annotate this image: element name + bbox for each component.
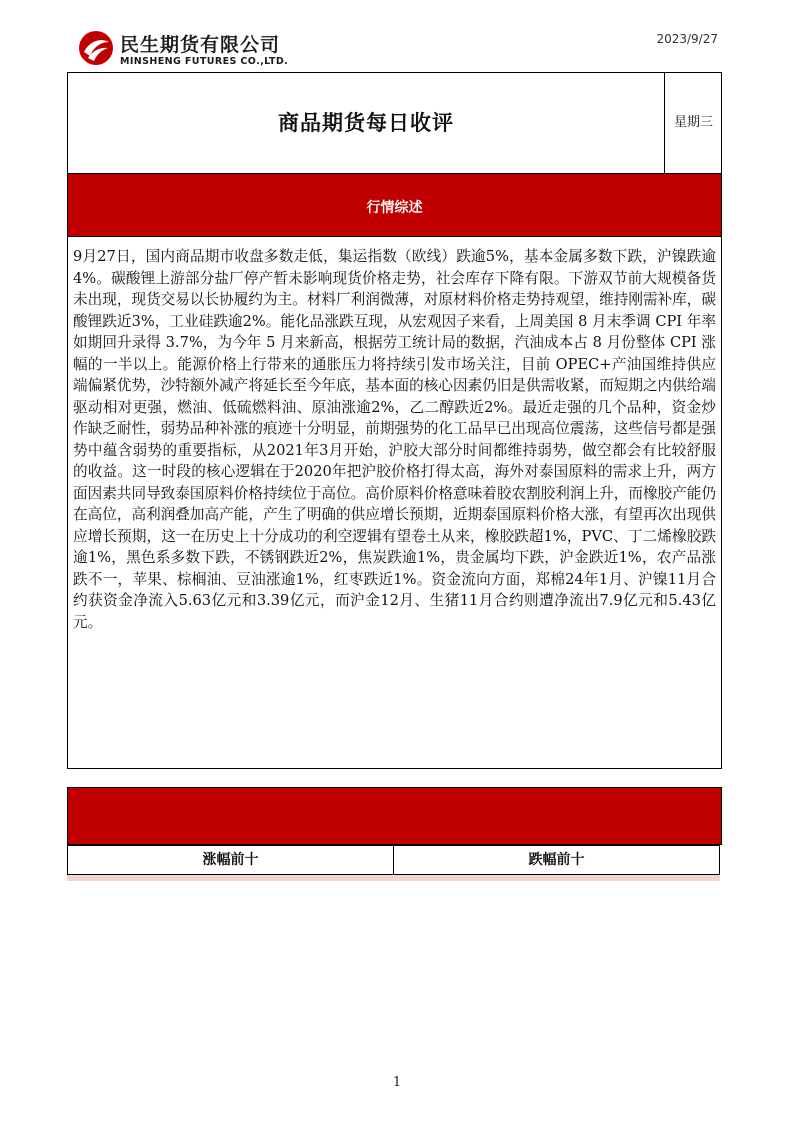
top-gainers-header: 涨幅前十: [202, 852, 259, 868]
report-frame: [67, 72, 722, 769]
page-header: [0, 0, 794, 75]
ranking-header-row: [67, 845, 720, 875]
title-row: [68, 73, 721, 174]
company-name-cn: 民生期货有限公司: [120, 34, 281, 56]
company-name-en: MINSHENG FUTURES CO.,LTD.: [120, 56, 289, 67]
section-header-blank: [67, 787, 722, 845]
report-date: 2023/9/27: [656, 32, 718, 46]
top-losers-header: 跌幅前十: [393, 846, 719, 874]
truncated-table-row: [67, 875, 720, 881]
market-summary-text: 9月27日，国内商品期市收盘多数走低，集运指数（欧线）跌逾5%，基本金属多数下跌，沪镍跌逾4%。碳酸锂上游部分盐厂停产暂未影响现货价格走势，社会库存下降有限。下游双节前大规模备货未出现，现货交易以长协履约为主。材料厂利润微薄，对原材料价格走势持观望，维持刚需补库，碳酸锂跌近3%，工业硅跌逾2%。能化品涨跌互现，从宏观因子来看，上周美国 8 月末季调 CPI 年率如期回升录得 3.7%，为今年 5 月来新高，根据劳工统计局的数据，汽油成本占 8 月份整体 CPI 涨幅的一半以上。能源价格上行带来的通胀压力将持续引发市场关注，目前 OPEC+产油国维持供应端偏紧优势，沙特额外减产将延长至今年底，基本面的核心因素仍旧是供需收紧，而短期之内供给端驱动相对更强，燃油、低硫燃料油、原油涨逾2%，乙二醇跌近2%。最近走强的几个品种，资金炒作缺乏耐性，弱势品种补涨的痕迹十分明显，前期强势的化工品早已出现高位震荡，这些信号都是强势中蕴含弱势的重要指标，从2021年3月开始，沪胶大部分时间都维持弱势，做空都会有比较舒服的收益。这一时段的核心逻辑在于2020年把沪胶价格打得太高，海外对泰国原料的需求上升，两方面因素共同导致泰国原料价格持续位于高位。高价原料价格意味着胶农割胶利润上升，而橡胶产能仍在高位，高利润叠加高产能，产生了明确的供应增长预期，近期泰国原料价格大涨，有望再次出现供应增长预期，这一在历史上十分成功的利空逻辑有望卷土从来，橡胶跌超1%，PVC、丁二烯橡胶跌逾1%，黑色系多数下跌，不锈钢跌近2%，焦炭跌逾1%，贵金属均下跌，沪金跌近1%，农产品涨跌不一，苹果、棕榈油、豆油涨逾1%，红枣跌近1%。资金流向方面，郑棉24年1月、沪镍11月合约获资金净流入5.63亿元和3.39亿元，而沪金12月、生猪11月合约则遭净流出7.9亿元和5.43亿元。: [73, 248, 716, 631]
minsheng-logo-icon: [78, 30, 114, 66]
weekday: 星期三: [664, 73, 722, 173]
report-title: 商品期货每日收评: [278, 111, 454, 135]
page-number: 1: [392, 1075, 402, 1090]
company-logo: [78, 28, 318, 72]
section-header-market-summary: 行情综述: [68, 174, 721, 237]
